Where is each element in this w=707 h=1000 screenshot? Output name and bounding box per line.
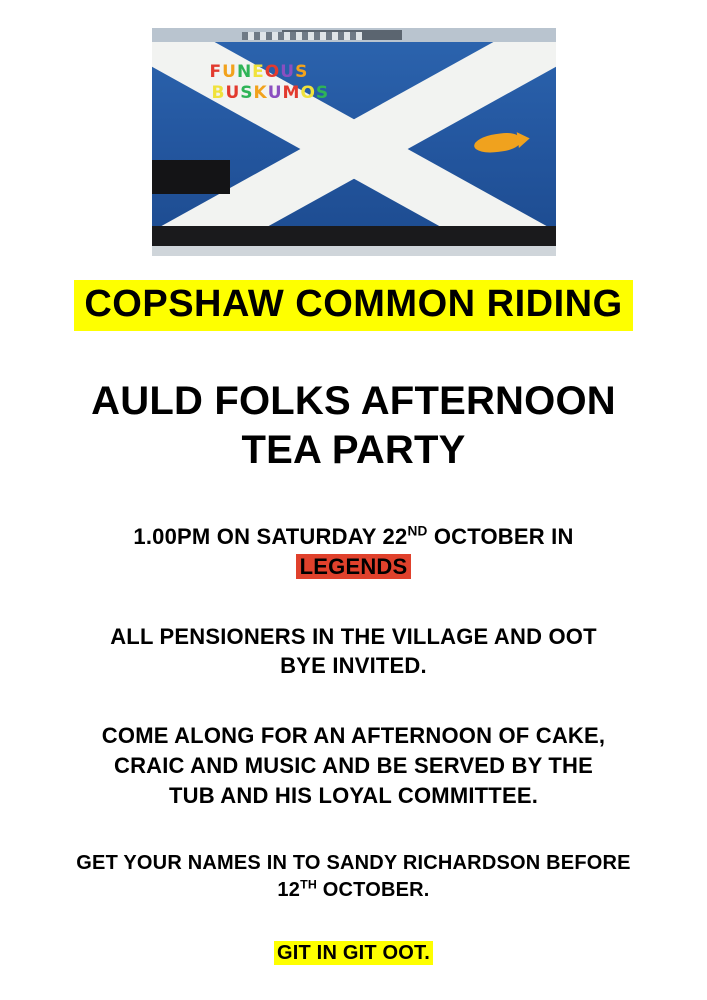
craft-lettering (210, 64, 400, 102)
craft-letter: F (209, 62, 223, 82)
invitation-line-2: BYE INVITED. (280, 653, 427, 679)
craft-letter: E (252, 62, 265, 82)
craft-letter: S (295, 62, 309, 82)
craft-letter: M (282, 83, 301, 103)
poster-title: COPSHAW COMMON RIDING (74, 280, 632, 331)
saltire-flag (152, 42, 556, 256)
craft-letter: U (222, 62, 237, 82)
craft-line-1 (210, 64, 400, 81)
craft-letter: N (236, 62, 253, 82)
craft-letter: U (267, 83, 283, 103)
bunting-icon (242, 32, 362, 40)
description-block (34, 721, 674, 810)
photo-frame (152, 28, 556, 256)
event-datetime-line (34, 522, 674, 552)
craft-letter: K (253, 83, 268, 103)
photo-table-edge (152, 226, 556, 256)
craft-letter: S (315, 83, 330, 103)
invitation-block (34, 622, 674, 681)
rsvp-line-2 (34, 877, 674, 904)
photo-shadow-left (152, 160, 230, 194)
heading-line-2: TEA PARTY (241, 427, 466, 472)
heading-line-1: AULD FOLKS AFTERNOON (91, 378, 616, 423)
signoff-block (34, 940, 674, 967)
banner-photo (152, 28, 556, 256)
page-title (34, 377, 674, 475)
venue-name: LEGENDS (296, 554, 412, 579)
craft-line-2 (212, 85, 400, 102)
craft-letter: S (240, 83, 254, 103)
event-datetime-tail: OCTOBER IN (427, 524, 574, 550)
craft-letter: U (225, 83, 241, 103)
description-line-3: TUB AND HIS LOYAL COMMITTEE. (168, 782, 539, 808)
rsvp-block (34, 850, 674, 904)
signoff-text: GIT IN GIT OOT. (274, 941, 433, 965)
event-time-date: 1.00PM ON SATURDAY 22 (133, 524, 408, 550)
title-row (0, 280, 707, 331)
event-datetime-block (34, 522, 674, 581)
craft-letter: O (264, 62, 281, 82)
craft-letter: O (300, 83, 316, 103)
description-line-2: CRAIC AND MUSIC AND BE SERVED BY THE (113, 752, 594, 778)
craft-letter: U (280, 62, 296, 82)
invitation-line-1: ALL PENSIONERS IN THE VILLAGE AND OOT (110, 623, 597, 649)
craft-letter: B (211, 83, 226, 103)
rsvp-ordinal-suffix: TH (300, 877, 317, 892)
description-line-1: COME ALONG FOR AN AFTERNOON OF CAKE, (101, 723, 606, 749)
rsvp-line-1: GET YOUR NAMES IN TO SANDY RICHARDSON BEFORE (76, 852, 631, 875)
date-ordinal-suffix: ND (407, 524, 428, 540)
event-venue-line (34, 552, 674, 582)
rsvp-deadline-day: 12 (277, 879, 301, 902)
fish-icon (472, 131, 520, 155)
rsvp-deadline-month: OCTOBER. (317, 879, 430, 902)
